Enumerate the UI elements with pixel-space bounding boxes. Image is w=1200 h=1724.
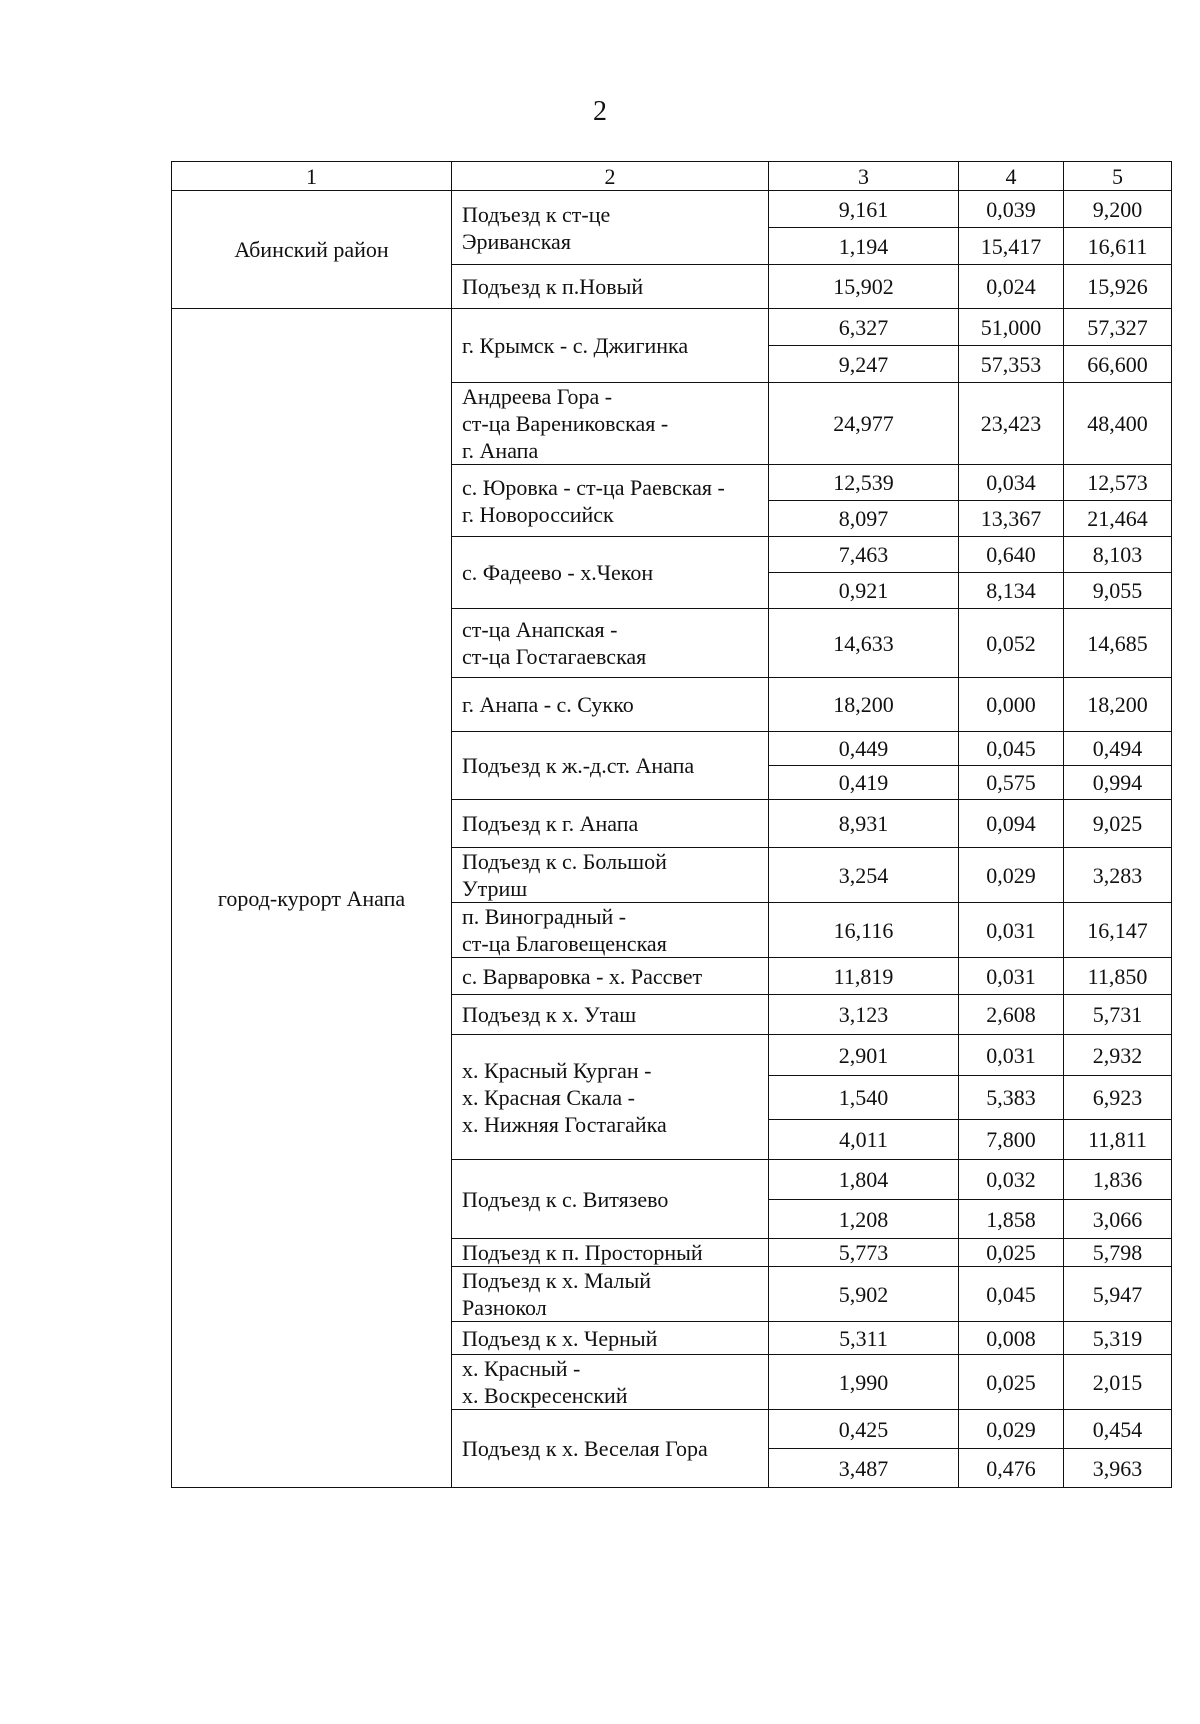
value-cell: 15,417 xyxy=(959,228,1064,265)
value-cell: 12,573 xyxy=(1064,465,1172,501)
value-cell: 11,811 xyxy=(1064,1120,1172,1160)
road-name-cell: Подъезд к ж.-д.ст. Анапа xyxy=(452,732,769,800)
region-cell: город-курорт Анапа xyxy=(172,309,452,1488)
value-cell: 0,032 xyxy=(959,1160,1064,1200)
value-cell: 8,134 xyxy=(959,573,1064,609)
road-name-cell: Подъезд к х. Веселая Гора xyxy=(452,1410,769,1488)
value-cell: 9,055 xyxy=(1064,573,1172,609)
value-cell: 18,200 xyxy=(769,678,959,732)
value-cell: 9,025 xyxy=(1064,800,1172,848)
column-header: 2 xyxy=(452,162,769,191)
road-name-cell: с. Юровка - ст-ца Раевская - г. Новороссийск xyxy=(452,465,769,537)
value-cell: 9,247 xyxy=(769,346,959,383)
value-cell: 3,963 xyxy=(1064,1449,1172,1488)
value-cell: 0,025 xyxy=(959,1239,1064,1267)
value-cell: 1,990 xyxy=(769,1355,959,1410)
value-cell: 0,031 xyxy=(959,1035,1064,1076)
column-header: 3 xyxy=(769,162,959,191)
value-cell: 5,383 xyxy=(959,1076,1064,1120)
road-name-cell: г. Крымск - с. Джигинка xyxy=(452,309,769,383)
value-cell: 24,977 xyxy=(769,383,959,465)
value-cell: 8,097 xyxy=(769,501,959,537)
value-cell: 51,000 xyxy=(959,309,1064,346)
value-cell: 57,327 xyxy=(1064,309,1172,346)
roads-table xyxy=(171,161,1172,1488)
value-cell: 2,932 xyxy=(1064,1035,1172,1076)
value-cell: 3,283 xyxy=(1064,848,1172,903)
value-cell: 0,039 xyxy=(959,191,1064,228)
value-cell: 0,029 xyxy=(959,1410,1064,1449)
road-name-cell: Подъезд к п. Просторный xyxy=(452,1239,769,1267)
value-cell: 48,400 xyxy=(1064,383,1172,465)
value-cell: 1,804 xyxy=(769,1160,959,1200)
value-cell: 0,008 xyxy=(959,1322,1064,1355)
value-cell: 0,994 xyxy=(1064,766,1172,800)
value-cell: 3,487 xyxy=(769,1449,959,1488)
value-cell: 0,025 xyxy=(959,1355,1064,1410)
value-cell: 0,425 xyxy=(769,1410,959,1449)
road-name-cell: Подъезд к п.Новый xyxy=(452,265,769,309)
value-cell: 3,066 xyxy=(1064,1200,1172,1239)
road-name-cell: ст-ца Анапская - ст-ца Гостагаевская xyxy=(452,609,769,678)
value-cell: 16,611 xyxy=(1064,228,1172,265)
value-cell: 4,011 xyxy=(769,1120,959,1160)
road-name-cell: Подъезд к с. Витязево xyxy=(452,1160,769,1239)
value-cell: 9,161 xyxy=(769,191,959,228)
value-cell: 5,798 xyxy=(1064,1239,1172,1267)
value-cell: 3,254 xyxy=(769,848,959,903)
value-cell: 0,921 xyxy=(769,573,959,609)
value-cell: 6,327 xyxy=(769,309,959,346)
value-cell: 9,200 xyxy=(1064,191,1172,228)
value-cell: 1,194 xyxy=(769,228,959,265)
column-header: 4 xyxy=(959,162,1064,191)
road-name-cell: Андреева Гора - ст-ца Варениковская - г. Анапа xyxy=(452,383,769,465)
value-cell: 0,034 xyxy=(959,465,1064,501)
value-cell: 21,464 xyxy=(1064,501,1172,537)
value-cell: 5,902 xyxy=(769,1267,959,1322)
value-cell: 23,423 xyxy=(959,383,1064,465)
value-cell: 1,540 xyxy=(769,1076,959,1120)
table-row xyxy=(172,309,1172,346)
region-cell: Абинский район xyxy=(172,191,452,309)
value-cell: 66,600 xyxy=(1064,346,1172,383)
value-cell: 0,575 xyxy=(959,766,1064,800)
value-cell: 5,311 xyxy=(769,1322,959,1355)
value-cell: 15,926 xyxy=(1064,265,1172,309)
value-cell: 11,850 xyxy=(1064,958,1172,995)
value-cell: 0,476 xyxy=(959,1449,1064,1488)
value-cell: 0,029 xyxy=(959,848,1064,903)
value-cell: 0,031 xyxy=(959,958,1064,995)
value-cell: 0,449 xyxy=(769,732,959,766)
value-cell: 2,608 xyxy=(959,995,1064,1035)
value-cell: 0,052 xyxy=(959,609,1064,678)
value-cell: 0,045 xyxy=(959,732,1064,766)
value-cell: 0,454 xyxy=(1064,1410,1172,1449)
value-cell: 5,947 xyxy=(1064,1267,1172,1322)
value-cell: 5,319 xyxy=(1064,1322,1172,1355)
column-header: 5 xyxy=(1064,162,1172,191)
road-name-cell: Подъезд к с. Большой Утриш xyxy=(452,848,769,903)
value-cell: 0,094 xyxy=(959,800,1064,848)
value-cell: 18,200 xyxy=(1064,678,1172,732)
road-name-cell: с. Фадеево - х.Чекон xyxy=(452,537,769,609)
value-cell: 1,858 xyxy=(959,1200,1064,1239)
value-cell: 8,103 xyxy=(1064,537,1172,573)
road-name-cell: Подъезд к х. Малый Разнокол xyxy=(452,1267,769,1322)
value-cell: 14,633 xyxy=(769,609,959,678)
value-cell: 15,902 xyxy=(769,265,959,309)
value-cell: 0,024 xyxy=(959,265,1064,309)
road-name-cell: п. Виноградный - ст-ца Благовещенская xyxy=(452,903,769,958)
value-cell: 5,731 xyxy=(1064,995,1172,1035)
value-cell: 12,539 xyxy=(769,465,959,501)
value-cell: 0,494 xyxy=(1064,732,1172,766)
road-name-cell: Подъезд к х. Уташ xyxy=(452,995,769,1035)
table-row xyxy=(172,191,1172,228)
page-number: 2 xyxy=(593,96,607,127)
road-name-cell: х. Красный Курган - х. Красная Скала - х. Нижняя Гостагайка xyxy=(452,1035,769,1160)
value-cell: 1,208 xyxy=(769,1200,959,1239)
value-cell: 0,000 xyxy=(959,678,1064,732)
table-header-row xyxy=(172,162,1172,191)
value-cell: 2,015 xyxy=(1064,1355,1172,1410)
value-cell: 16,116 xyxy=(769,903,959,958)
value-cell: 16,147 xyxy=(1064,903,1172,958)
value-cell: 1,836 xyxy=(1064,1160,1172,1200)
value-cell: 0,031 xyxy=(959,903,1064,958)
value-cell: 6,923 xyxy=(1064,1076,1172,1120)
value-cell: 3,123 xyxy=(769,995,959,1035)
value-cell: 13,367 xyxy=(959,501,1064,537)
value-cell: 57,353 xyxy=(959,346,1064,383)
value-cell: 14,685 xyxy=(1064,609,1172,678)
value-cell: 8,931 xyxy=(769,800,959,848)
road-name-cell: Подъезд к г. Анапа xyxy=(452,800,769,848)
value-cell: 7,463 xyxy=(769,537,959,573)
road-name-cell: г. Анапа - с. Сукко xyxy=(452,678,769,732)
road-name-cell: Подъезд к ст-це Эриванская xyxy=(452,191,769,265)
value-cell: 0,640 xyxy=(959,537,1064,573)
road-name-cell: с. Варваровка - х. Рассвет xyxy=(452,958,769,995)
value-cell: 5,773 xyxy=(769,1239,959,1267)
road-name-cell: Подъезд к х. Черный xyxy=(452,1322,769,1355)
value-cell: 0,045 xyxy=(959,1267,1064,1322)
value-cell: 2,901 xyxy=(769,1035,959,1076)
value-cell: 7,800 xyxy=(959,1120,1064,1160)
road-name-cell: х. Красный - х. Воскресенский xyxy=(452,1355,769,1410)
value-cell: 11,819 xyxy=(769,958,959,995)
value-cell: 0,419 xyxy=(769,766,959,800)
column-header: 1 xyxy=(172,162,452,191)
